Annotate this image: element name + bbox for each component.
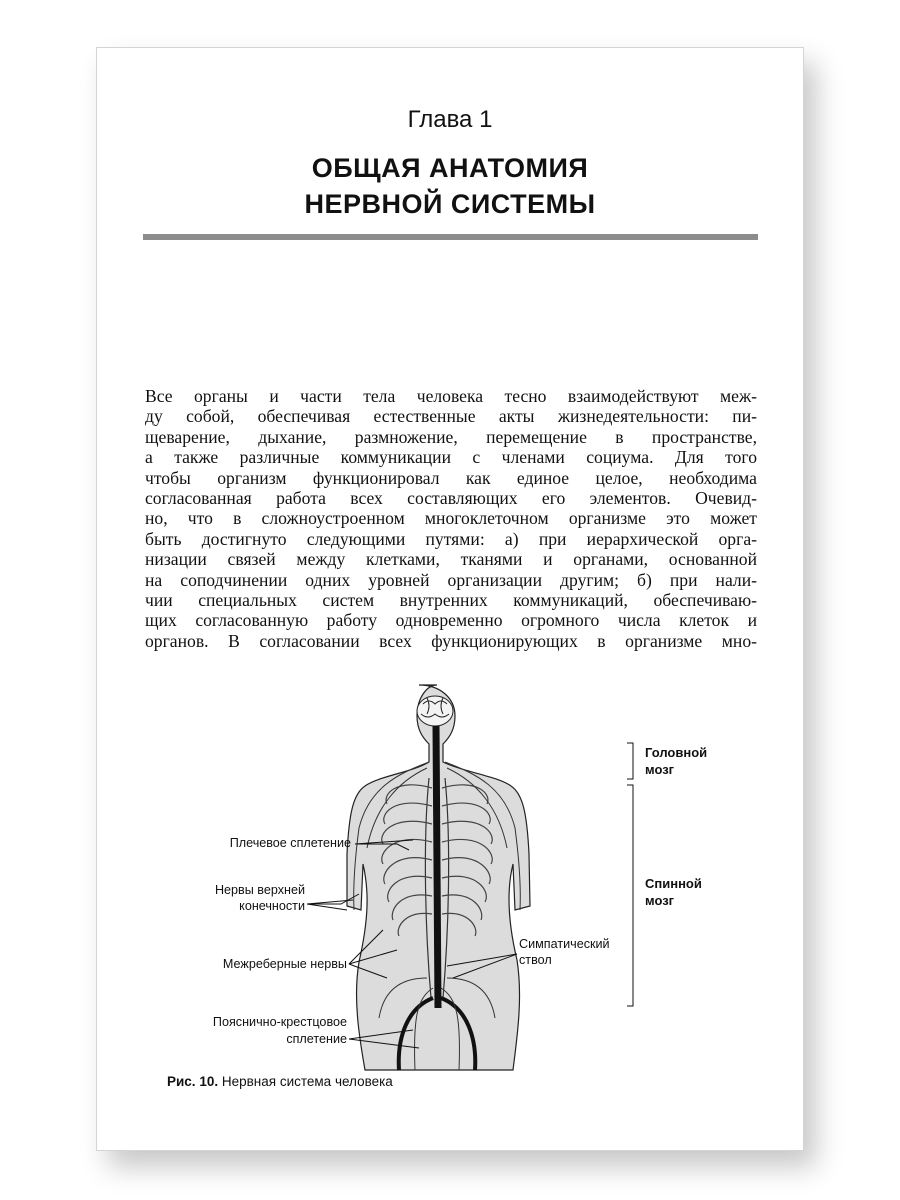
label-brachial-plexus: Плечевое сплетение (229, 836, 351, 850)
nervous-system-figure (97, 678, 803, 1088)
body-line: щеварение, дыхание, размножение, перемещение в пространстве, (145, 426, 757, 447)
label-arm-nerves-line-2: конечности (239, 899, 305, 913)
body-line: органов. В согласовании всех функционирующих в организме мно- (145, 630, 757, 651)
label-spinal-line-1: Спинной (645, 876, 702, 891)
chapter-title (97, 150, 803, 222)
body-line: на соподчинении одних уровней организации другим; б) при нали- (145, 569, 757, 590)
chapter-number: Глава 1 (407, 106, 493, 133)
body-line: чтобы организм функционировал как единое целое, необходима (145, 467, 757, 488)
body-line: согласованная работа всех составляющих его элементов. Очевид- (145, 487, 757, 508)
book-page (96, 47, 804, 1151)
body-line: Все органы и части тела человека тесно взаимодействуют меж- (145, 386, 757, 406)
body-line: быть достигнуто следующими путями: а) при иерархической орга- (145, 528, 757, 549)
chapter-title-line-2: НЕРВНОЙ СИСТЕМЫ (304, 189, 596, 219)
label-sympathetic-line-1: Симпатический (519, 937, 610, 951)
chapter-title-line-1: ОБЩАЯ АНАТОМИЯ (311, 153, 589, 183)
label-lumbosacral-line-1: Пояснично-крестцовое (212, 1015, 347, 1029)
label-intercostal-nerves: Межреберные нервы (222, 957, 347, 971)
label-brain-line-2: мозг (645, 762, 675, 777)
figure-caption-number: Рис. 10. (167, 1074, 219, 1089)
figure-caption-text: Нервная система человека (221, 1074, 393, 1089)
title-divider (143, 234, 758, 240)
label-lumbosacral-line-2: сплетение (286, 1032, 347, 1046)
label-sympathetic-line-2: ствол (519, 953, 552, 967)
body-line: щих согласованную работу одновременно огромного числа клеток и (145, 610, 757, 631)
label-brain-line-1: Головной (645, 745, 708, 760)
body-line: а также различные коммуникации с членами социума. Для того (145, 447, 757, 468)
body-line: низации связей между клетками, тканями и органами, основанной (145, 549, 757, 570)
figure-caption (167, 1074, 393, 1089)
body-paragraph (145, 386, 757, 651)
body-line: чии специальных систем внутренних коммуникаций, обеспечиваю- (145, 589, 757, 610)
body-line: но, что в сложноустроенном многоклеточном организме это может (145, 508, 757, 529)
label-spinal-line-2: мозг (645, 893, 675, 908)
body-line: ду собой, обеспечивая естественные акты жизнедеятельности: пи- (145, 406, 757, 427)
label-arm-nerves-line-1: Нервы верхней (214, 883, 305, 897)
